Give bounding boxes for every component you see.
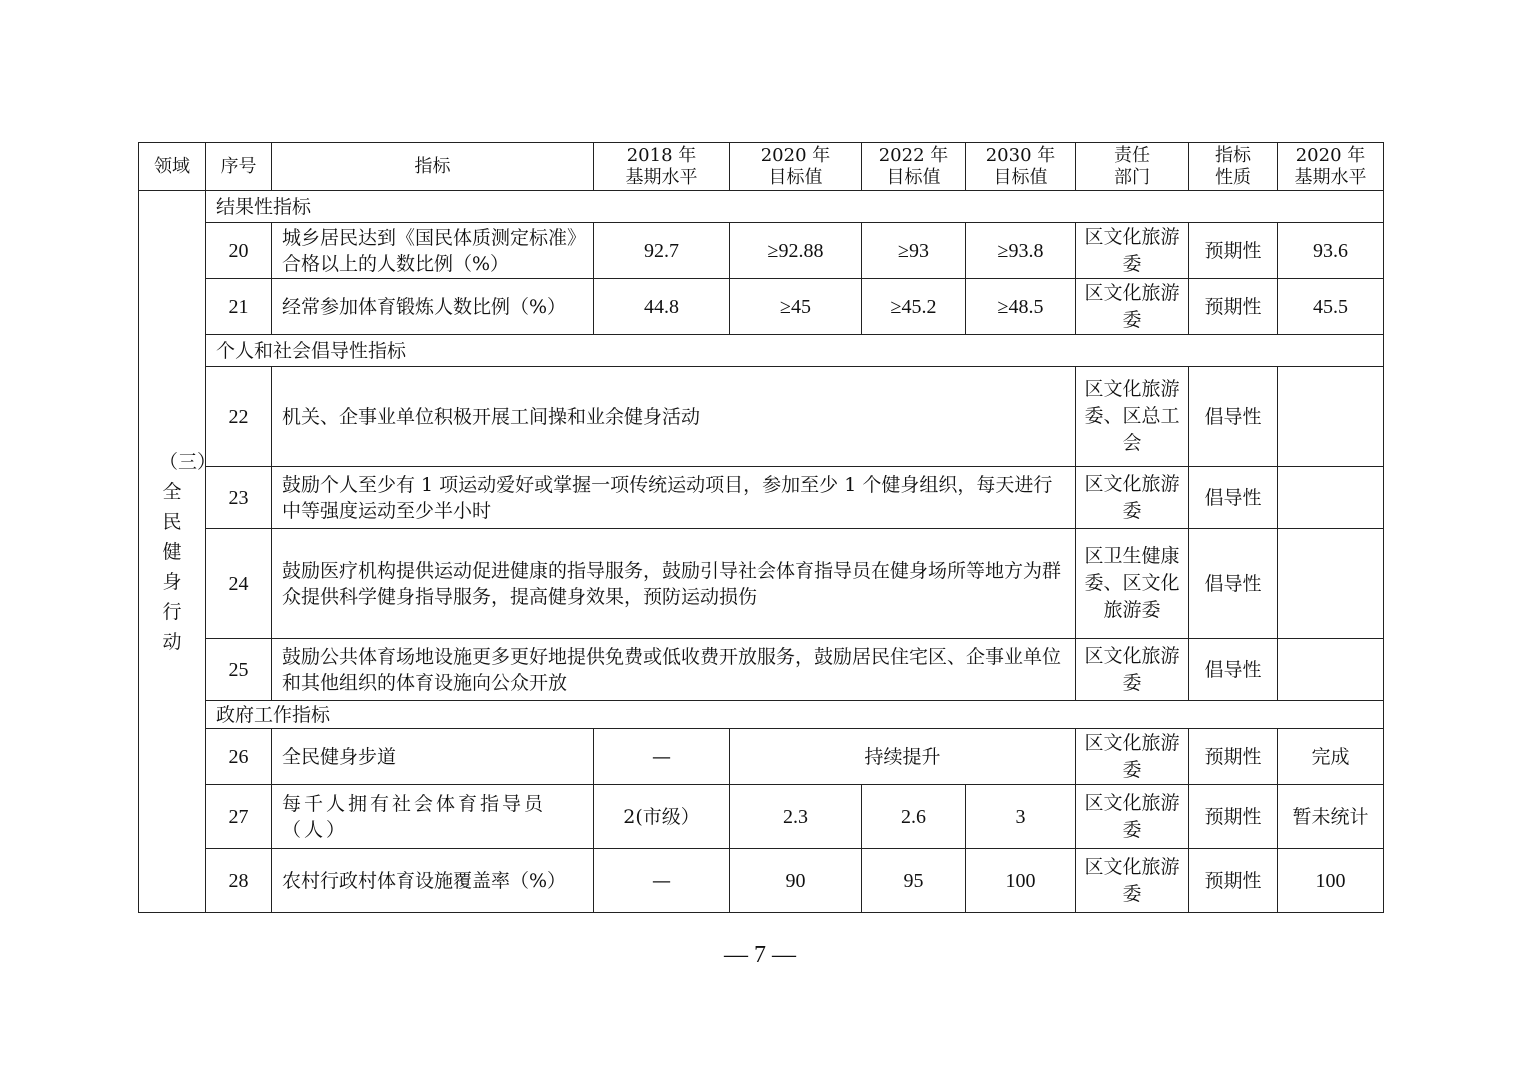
row-target-2020: ≥92.88 (730, 223, 862, 279)
row-base-2018: — (594, 849, 730, 913)
row-base-2018: 2(市级） (594, 785, 730, 849)
row-seq: 25 (206, 639, 272, 701)
row-target-2020: 90 (730, 849, 862, 913)
row-base-2020: 100 (1278, 849, 1384, 913)
row-nature: 预期性 (1189, 729, 1278, 785)
header-seq: 序号 (206, 143, 272, 191)
header-base-2018 (594, 143, 730, 191)
row-nature: 倡导性 (1189, 367, 1278, 467)
row-target-2030: 100 (966, 849, 1076, 913)
header-base-2018-line2: 基期水平 (625, 166, 698, 188)
table-row (139, 279, 1384, 335)
header-target-2030-line2: 目标值 (993, 166, 1048, 188)
header-nature-line2: 性质 (1215, 166, 1251, 188)
page-number: — 7 — (724, 942, 796, 968)
table-row (139, 785, 1384, 849)
table-row (139, 729, 1384, 785)
table-row (139, 223, 1384, 279)
header-target-2022 (862, 143, 966, 191)
row-target-2022: 2.6 (862, 785, 966, 849)
header-target-2022-line2: 目标值 (886, 166, 941, 188)
row-department: 区文化旅游委 (1076, 639, 1189, 701)
row-target-2022: ≥45.2 (862, 279, 966, 335)
row-target-2022: ≥93 (862, 223, 966, 279)
header-indicator: 指标 (272, 143, 594, 191)
row-seq: 23 (206, 467, 272, 529)
row-indicator: 鼓励公共体育场地设施更多更好地提供免费或低收费开放服务，鼓励居民住宅区、企事业单位和其他组织的体育设施向公众开放 (272, 639, 1076, 701)
header-nature-line1: 指标 (1215, 144, 1251, 166)
row-department: 区文化旅游委 (1076, 279, 1189, 335)
row-indicator: 全民健身步道 (272, 729, 594, 785)
header-target-2022-line1: 2022 年 (878, 144, 949, 166)
row-indicator: 城乡居民达到《国民体质测定标准》合格以上的人数比例（%） (272, 223, 594, 279)
section-title-government: 政府工作指标 (206, 701, 1384, 729)
row-base-2020 (1278, 639, 1384, 701)
row-target-2030: ≥93.8 (966, 223, 1076, 279)
header-target-2030 (966, 143, 1076, 191)
row-department: 区卫生健康委、区文化旅游委 (1076, 529, 1189, 639)
row-base-2020 (1278, 529, 1384, 639)
row-indicator: 鼓励个人至少有 1 项运动爱好或掌握一项传统运动项目，参加至少 1 个健身组织，每天进行中等强度运动至少半小时 (272, 467, 1076, 529)
table-row (139, 639, 1384, 701)
row-target-2022: 95 (862, 849, 966, 913)
row-seq: 26 (206, 729, 272, 785)
row-department: 区文化旅游委 (1076, 467, 1189, 529)
header-target-2030-line1: 2030 年 (985, 144, 1056, 166)
row-indicator: 机关、企事业单位积极开展工间操和业余健身活动 (272, 367, 1076, 467)
row-target-2020: 2.3 (730, 785, 862, 849)
row-seq: 28 (206, 849, 272, 913)
row-nature: 预期性 (1189, 849, 1278, 913)
row-base-2020 (1278, 367, 1384, 467)
row-target-2030: 3 (966, 785, 1076, 849)
header-nature (1189, 143, 1278, 191)
row-base-2020 (1278, 467, 1384, 529)
row-department: 区文化旅游委、区总工会 (1076, 367, 1189, 467)
row-nature: 倡导性 (1189, 529, 1278, 639)
section-title-advocacy: 个人和社会倡导性指标 (206, 335, 1384, 367)
row-target-2030: ≥48.5 (966, 279, 1076, 335)
header-department-line2: 部门 (1114, 166, 1150, 188)
row-seq: 27 (206, 785, 272, 849)
header-base-2020-line2: 基期水平 (1294, 166, 1367, 188)
row-seq: 21 (206, 279, 272, 335)
row-target-2020: ≥45 (730, 279, 862, 335)
header-domain: 领域 (139, 143, 206, 191)
row-base-2020: 93.6 (1278, 223, 1384, 279)
row-seq: 24 (206, 529, 272, 639)
section-row (139, 701, 1384, 729)
row-nature: 预期性 (1189, 223, 1278, 279)
domain-cell (139, 191, 217, 913)
row-base-2018: 44.8 (594, 279, 730, 335)
header-base-2018-line1: 2018 年 (626, 144, 697, 166)
row-indicator: 经常参加体育锻炼人数比例（%） (272, 279, 594, 335)
row-nature: 预期性 (1189, 279, 1278, 335)
header-base-2020-line1: 2020 年 (1295, 144, 1366, 166)
header-base-2020 (1278, 143, 1384, 191)
row-indicator: 每千人拥有社会体育指导员（人） (272, 785, 594, 849)
row-department: 区文化旅游委 (1076, 223, 1189, 279)
header-target-2020-line2: 目标值 (768, 166, 823, 188)
row-indicator: 农村行政村体育设施覆盖率（%） (272, 849, 594, 913)
row-nature: 倡导性 (1189, 467, 1278, 529)
row-department: 区文化旅游委 (1076, 785, 1189, 849)
indicator-table (138, 142, 1384, 913)
row-base-2018: 92.7 (594, 223, 730, 279)
row-base-2020: 完成 (1278, 729, 1384, 785)
header-department (1076, 143, 1189, 191)
row-seq: 22 (206, 367, 272, 467)
header-row (139, 143, 1384, 191)
section-title-result: 结果性指标 (206, 191, 1384, 223)
row-nature: 倡导性 (1189, 639, 1278, 701)
row-base-2020: 暂未统计 (1278, 785, 1384, 849)
section-row (139, 335, 1384, 367)
header-target-2020-line1: 2020 年 (760, 144, 831, 166)
domain-label: （三）全民健身行动 (159, 450, 217, 653)
table-row (139, 367, 1384, 467)
table-row (139, 467, 1384, 529)
section-row (139, 191, 1384, 223)
table-row (139, 849, 1384, 913)
table-row (139, 529, 1384, 639)
row-department: 区文化旅游委 (1076, 729, 1189, 785)
header-target-2020 (730, 143, 862, 191)
row-base-2018: — (594, 729, 730, 785)
row-base-2020: 45.5 (1278, 279, 1384, 335)
row-seq: 20 (206, 223, 272, 279)
row-nature: 预期性 (1189, 785, 1278, 849)
row-targets-merged: 持续提升 (730, 729, 1076, 785)
header-department-line1: 责任 (1114, 144, 1150, 166)
row-indicator: 鼓励医疗机构提供运动促进健康的指导服务，鼓励引导社会体育指导员在健身场所等地方为群众提供科学健身指导服务，提高健身效果，预防运动损伤 (272, 529, 1076, 639)
row-department: 区文化旅游委 (1076, 849, 1189, 913)
